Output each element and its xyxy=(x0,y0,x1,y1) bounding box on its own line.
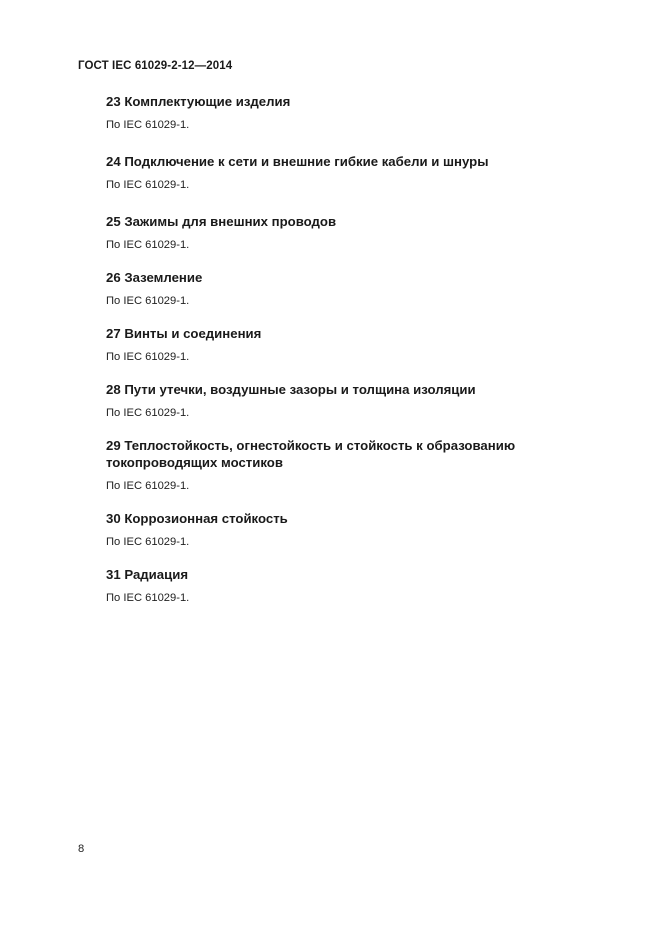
section-25 xyxy=(106,213,626,252)
section-heading: 25 Зажимы для внешних проводов xyxy=(106,214,337,229)
sections-list xyxy=(106,93,626,605)
section-30 xyxy=(106,510,626,549)
section-text: По IEC 61029-1. xyxy=(106,119,190,131)
section-heading: 31 Радиация xyxy=(106,567,189,582)
section-heading: 27 Винты и соединения xyxy=(106,326,262,341)
section-text: По IEC 61029-1. xyxy=(106,536,190,548)
section-29 xyxy=(106,437,626,493)
section-heading: 29 Теплостойкость, огнестойкость и стойкость к образованию токопроводящих мостиков xyxy=(106,438,516,470)
section-text: По IEC 61029-1. xyxy=(106,179,190,191)
page-number: 8 xyxy=(78,843,85,855)
section-text: По IEC 61029-1. xyxy=(106,239,190,251)
section-24 xyxy=(106,153,626,192)
section-26 xyxy=(106,269,626,308)
section-text: По IEC 61029-1. xyxy=(106,351,190,363)
section-heading: 26 Заземление xyxy=(106,270,203,285)
section-heading: 30 Коррозионная стойкость xyxy=(106,511,288,526)
section-text: По IEC 61029-1. xyxy=(106,480,190,492)
section-text: По IEC 61029-1. xyxy=(106,592,190,604)
section-heading: 23 Комплектующие изделия xyxy=(106,94,291,109)
section-heading: 24 Подключение к сети и внешние гибкие кабели и шнуры xyxy=(106,154,489,169)
document-header: ГОСТ IEC 61029-2-12—2014 xyxy=(78,60,233,72)
section-23 xyxy=(106,93,626,132)
section-31 xyxy=(106,566,626,605)
section-text: По IEC 61029-1. xyxy=(106,295,190,307)
section-heading: 28 Пути утечки, воздушные зазоры и толщина изоляции xyxy=(106,382,476,397)
section-text: По IEC 61029-1. xyxy=(106,407,190,419)
section-27 xyxy=(106,325,626,364)
section-28 xyxy=(106,381,626,420)
